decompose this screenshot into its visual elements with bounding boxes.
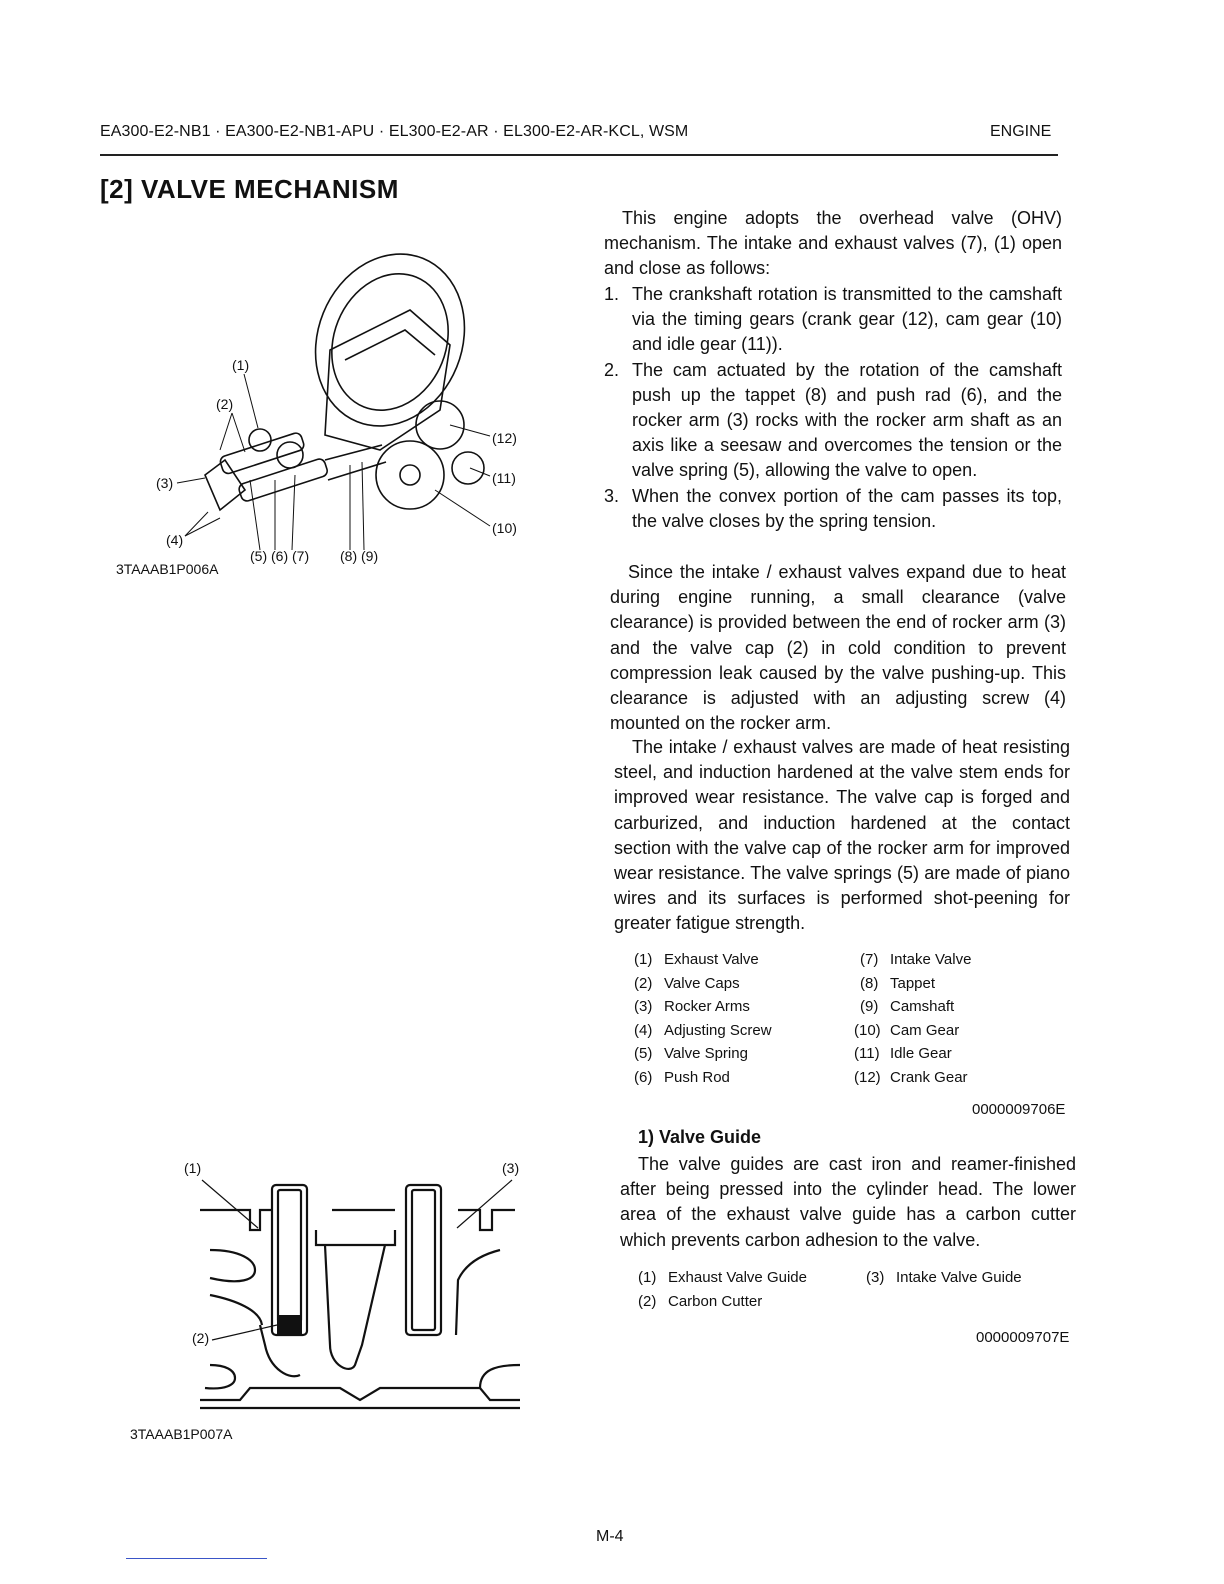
valve-guide-figure [180,1150,540,1415]
legend-item: (10) Cam Gear [854,1022,960,1039]
step-number: 3. [604,485,620,506]
step-text: The cam actuated by the rotation of the camshaft push up the tappet (8) and push rad (6), and the rocker arm (3) rocks with the rocker arm shaft as an axis like a seesaw and overcomes the tension or the valve spring (5), allowing the valve to open. [632,359,1062,481]
idle-gear-shape [452,452,484,484]
legend-item: (3) Intake Valve Guide [866,1269,1022,1286]
document-code-2: 0000009707E [976,1329,1070,1346]
carbon-cutter-shape [277,1315,302,1335]
valve-guide-legend [638,1266,1058,1316]
legend-item: (7) Intake Valve [860,951,972,968]
fig1-callout-10: (10) [492,520,517,536]
fig1-callout-5-6-7: (5) (6) (7) [250,548,310,564]
fig1-callout-11: (11) [492,470,516,486]
valve-mechanism-figure [150,250,530,570]
fig1-callout-12: (12) [492,430,517,446]
step-item [604,484,1062,534]
legend-item: (11) Idle Gear [854,1045,952,1062]
step-number: 1. [604,284,620,304]
legend-item: (8) Tappet [860,975,936,992]
figure2-code: 3TAAAB1P007A [130,1426,233,1442]
fig2-callout-3: (3) [502,1160,520,1176]
valve-material-paragraph: The intake / exhaust valves are made of heat resisting steel, and induction hardened at the valve stem ends for improved wear resistance. The valve cap is forged and carburized, and induction hardened at the contact section with the valve cap of the rocker arm for improved wear resistance. The valve springs (5) are made of piano wires and its surfaces is performed shot-peening for greater fatigue strength. [614,737,1070,934]
legend-item: (3) Rocker Arms [634,998,750,1015]
fig1-callout-1: (1) [232,357,250,373]
flywheel-shape [290,250,489,449]
subsection-title: 1) Valve Guide [638,1127,762,1147]
fig1-callout-8-9: (8) (9) [340,548,379,564]
cam-gear-shape [376,441,444,509]
fig1-callout-3: (3) [156,475,174,491]
fig2-callout-2: (2) [192,1330,210,1346]
header-section: ENGINE [990,123,1052,140]
step-text: The crankshaft rotation is transmitted to the camshaft via the timing gears (crank gear (12), cam gear (10) and idle gear (11)). [632,284,1062,355]
legend-item: (1) Exhaust Valve [634,951,759,968]
legend-item: (5) Valve Spring [634,1045,748,1062]
step-item [604,282,1062,358]
legend-item: (1) Exhaust Valve Guide [638,1269,807,1286]
valve-guide-paragraph: The valve guides are cast iron and reamer-finished after being pressed into the cylinder head. The lower area of the exhaust valve guide has a carbon cutter which prevents carbon adhesion to the valve. [620,1154,1076,1250]
legend-item: (9) Camshaft [860,998,955,1015]
valve-clearance-paragraph: Since the intake / exhaust valves expand due to heat during engine running, a small clearance (valve clearance) is provided between the end of rocker arm (3) and the valve cap (2) in cold condition to prevent compression leak caused by the valve pushing-up. This clearance is adjusted with an adjusting screw (4) mounted on the rocker arm. [610,562,1066,734]
parts-legend [634,948,1054,1093]
step-number: 2. [604,359,620,380]
header-divider [100,154,1058,156]
operation-steps [604,282,1062,534]
legend-item: (4) Adjusting Screw [634,1022,772,1039]
legend-item: (12) Crank Gear [854,1069,968,1086]
document-code-1: 0000009706E [972,1101,1066,1118]
section-title: [2] VALVE MECHANISM [100,174,399,204]
page-number: M-4 [596,1528,624,1545]
legend-item: (2) Valve Caps [634,975,740,992]
footer-link-rule [126,1558,267,1559]
header-models: EA300-E2-NB1 · EA300-E2-NB1-APU · EL300-E2-AR · EL300-E2-AR-KCL, WSM [100,123,689,140]
fig1-callout-4: (4) [166,532,184,548]
step-text: When the convex portion of the cam passes its top, the valve closes by the spring tension. [632,485,1062,531]
legend-item: (6) Push Rod [634,1069,730,1086]
fig1-callout-2: (2) [216,396,234,412]
step-item [604,358,1062,484]
legend-item: (2) Carbon Cutter [638,1293,763,1310]
figure1-code: 3TAAAB1P006A [116,561,219,577]
intro-paragraph: This engine adopts the overhead valve (OHV) mechanism. The intake and exhaust valves (7), (1) open and close as follows: [604,208,1062,279]
fig2-callout-1: (1) [184,1160,202,1176]
